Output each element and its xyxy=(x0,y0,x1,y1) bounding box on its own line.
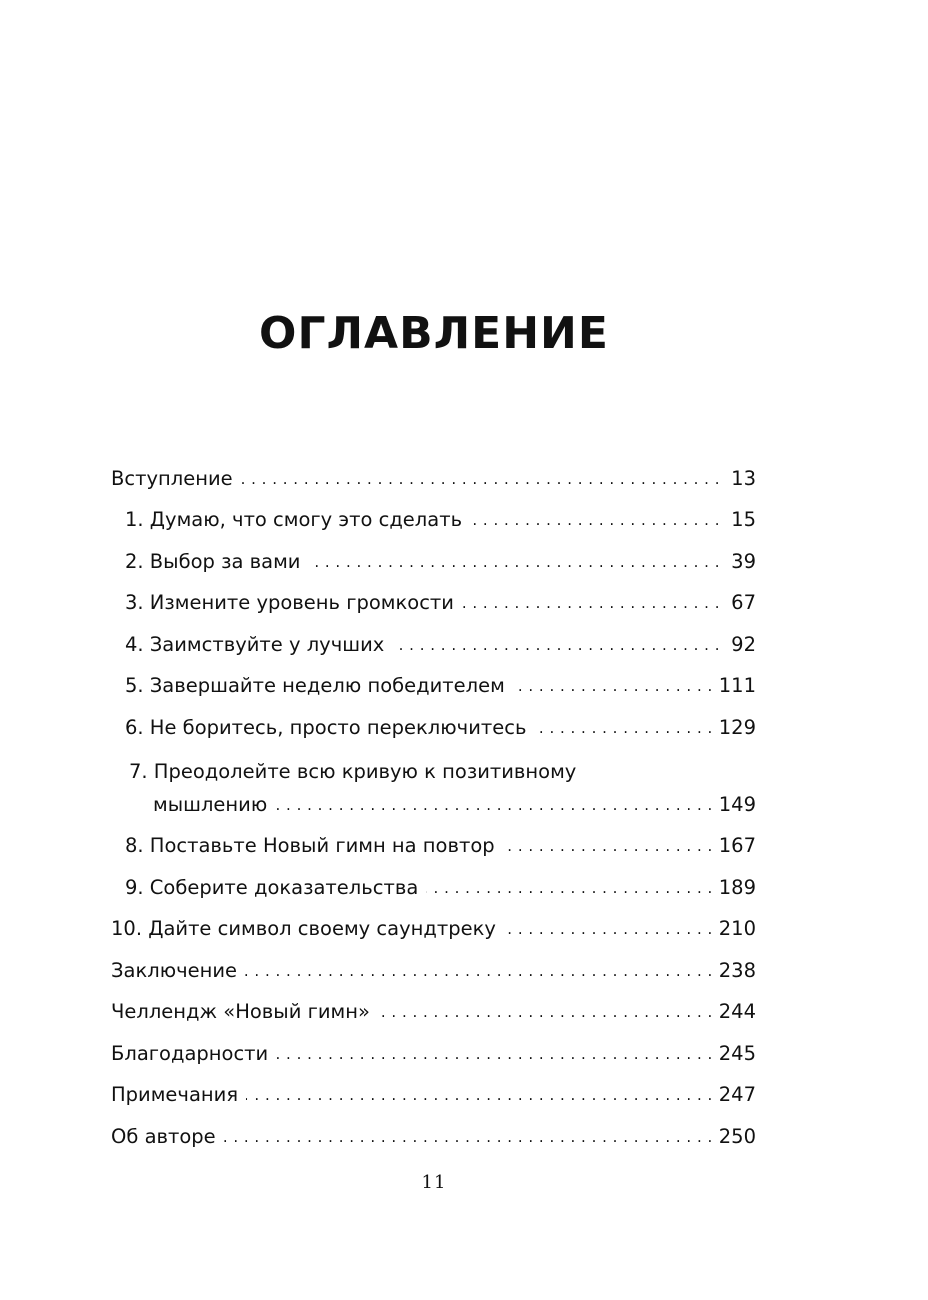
toc-entry-chapter-7[interactable] xyxy=(111,740,756,817)
toc-entry-label: 8. Поставьте Новый гимн на повтор xyxy=(125,834,495,857)
toc-leader-dots xyxy=(241,467,720,491)
toc-entry-label: 5. Завершайте неделю победителем xyxy=(125,674,505,697)
toc-entry-page: 245 xyxy=(718,1041,756,1065)
toc-entry-label: 6. Не боритесь, просто переключитесь xyxy=(125,715,527,739)
toc-leader-dots xyxy=(426,876,712,900)
toc-leader-dots xyxy=(462,591,720,615)
toc-entry-label: Челлендж «Новый гимн» xyxy=(111,1000,370,1023)
toc-leader-dots xyxy=(308,550,720,574)
toc-entry-label-continued: мышлению xyxy=(153,792,268,816)
toc-leader-dots xyxy=(470,508,720,532)
toc-leader-dots xyxy=(246,1083,713,1107)
toc-entry-label: 10. Дайте символ своему саундтреку xyxy=(111,917,496,940)
toc-entry-label: 7. Преодолейте всю кривую к позитивному xyxy=(129,759,577,783)
toc-entry-chapter-4[interactable] xyxy=(111,615,756,657)
toc-leader-dots xyxy=(378,1000,713,1024)
toc-entry-conclusion[interactable] xyxy=(111,941,756,983)
toc-entry-chapter-9[interactable] xyxy=(111,858,756,900)
toc-leader-dots xyxy=(513,674,713,698)
toc-entry-label: 3. Измените уровень громкости xyxy=(125,591,454,614)
toc-entry-page: 244 xyxy=(718,1000,756,1023)
page-number: 11 xyxy=(421,1172,447,1193)
toc-entry-page: 129 xyxy=(718,715,756,739)
toc-leader-dots xyxy=(245,959,713,983)
toc-entry-page: 247 xyxy=(718,1083,756,1106)
toc-entry-page: 92 xyxy=(731,632,756,656)
toc-entry-label: 2. Выбор за вами xyxy=(125,549,301,573)
toc-entry-page: 39 xyxy=(731,549,756,573)
toc-leader-dots xyxy=(276,1042,713,1066)
toc-entry-notes[interactable] xyxy=(111,1066,756,1108)
toc-leader-dots xyxy=(534,716,712,740)
toc-entry-chapter-1[interactable] xyxy=(111,491,756,533)
toc-leader-dots xyxy=(503,834,713,858)
page-title: ОГЛАВЛЕНИЕ xyxy=(259,308,609,359)
toc-entry-page: 13 xyxy=(731,466,756,490)
toc-entry-page: 250 xyxy=(718,1124,756,1148)
toc-entry-chapter-3[interactable] xyxy=(111,574,756,616)
toc-entry-label: Об авторе xyxy=(111,1124,216,1148)
toc-entry-page: 111 xyxy=(718,674,756,697)
toc-entry-chapter-8[interactable] xyxy=(111,817,756,859)
toc-entry-intro[interactable] xyxy=(111,449,756,491)
toc-entry-page: 238 xyxy=(718,958,756,982)
toc-entry-page: 189 xyxy=(718,875,756,899)
toc-entry-chapter-6[interactable] xyxy=(111,698,756,740)
toc-entry-label: 9. Соберите доказательства xyxy=(125,875,419,899)
toc-entry-chapter-5[interactable] xyxy=(111,657,756,699)
toc-entry-chapter-10[interactable] xyxy=(111,900,756,942)
toc-leader-dots xyxy=(275,793,713,817)
toc-entry-page: 15 xyxy=(731,508,756,531)
toc-entry-label: Примечания xyxy=(111,1083,239,1106)
toc-entry-page: 210 xyxy=(718,917,756,940)
toc-entry-page: 149 xyxy=(718,792,756,816)
toc-leader-dots xyxy=(224,1125,713,1149)
toc-leader-dots xyxy=(504,917,713,941)
toc-entry-label: 1. Думаю, что смогу это сделать xyxy=(125,508,463,531)
toc-entry-label: Благодарности xyxy=(111,1041,269,1065)
toc-entry-page: 167 xyxy=(718,834,756,857)
toc-entry-label: Заключение xyxy=(111,958,238,982)
toc-entry-about-author[interactable] xyxy=(111,1107,756,1149)
toc-entry-label: 4. Заимствуйте у лучших xyxy=(125,632,385,656)
toc-entry-chapter-2[interactable] xyxy=(111,532,756,574)
toc-entry-label: Вступление xyxy=(111,466,233,490)
toc-entry-challenge[interactable] xyxy=(111,983,756,1025)
table-of-contents xyxy=(111,449,756,1149)
toc-entry-page: 67 xyxy=(731,591,756,614)
toc-entry-acknowledgements[interactable] xyxy=(111,1024,756,1066)
toc-leader-dots xyxy=(392,633,720,657)
